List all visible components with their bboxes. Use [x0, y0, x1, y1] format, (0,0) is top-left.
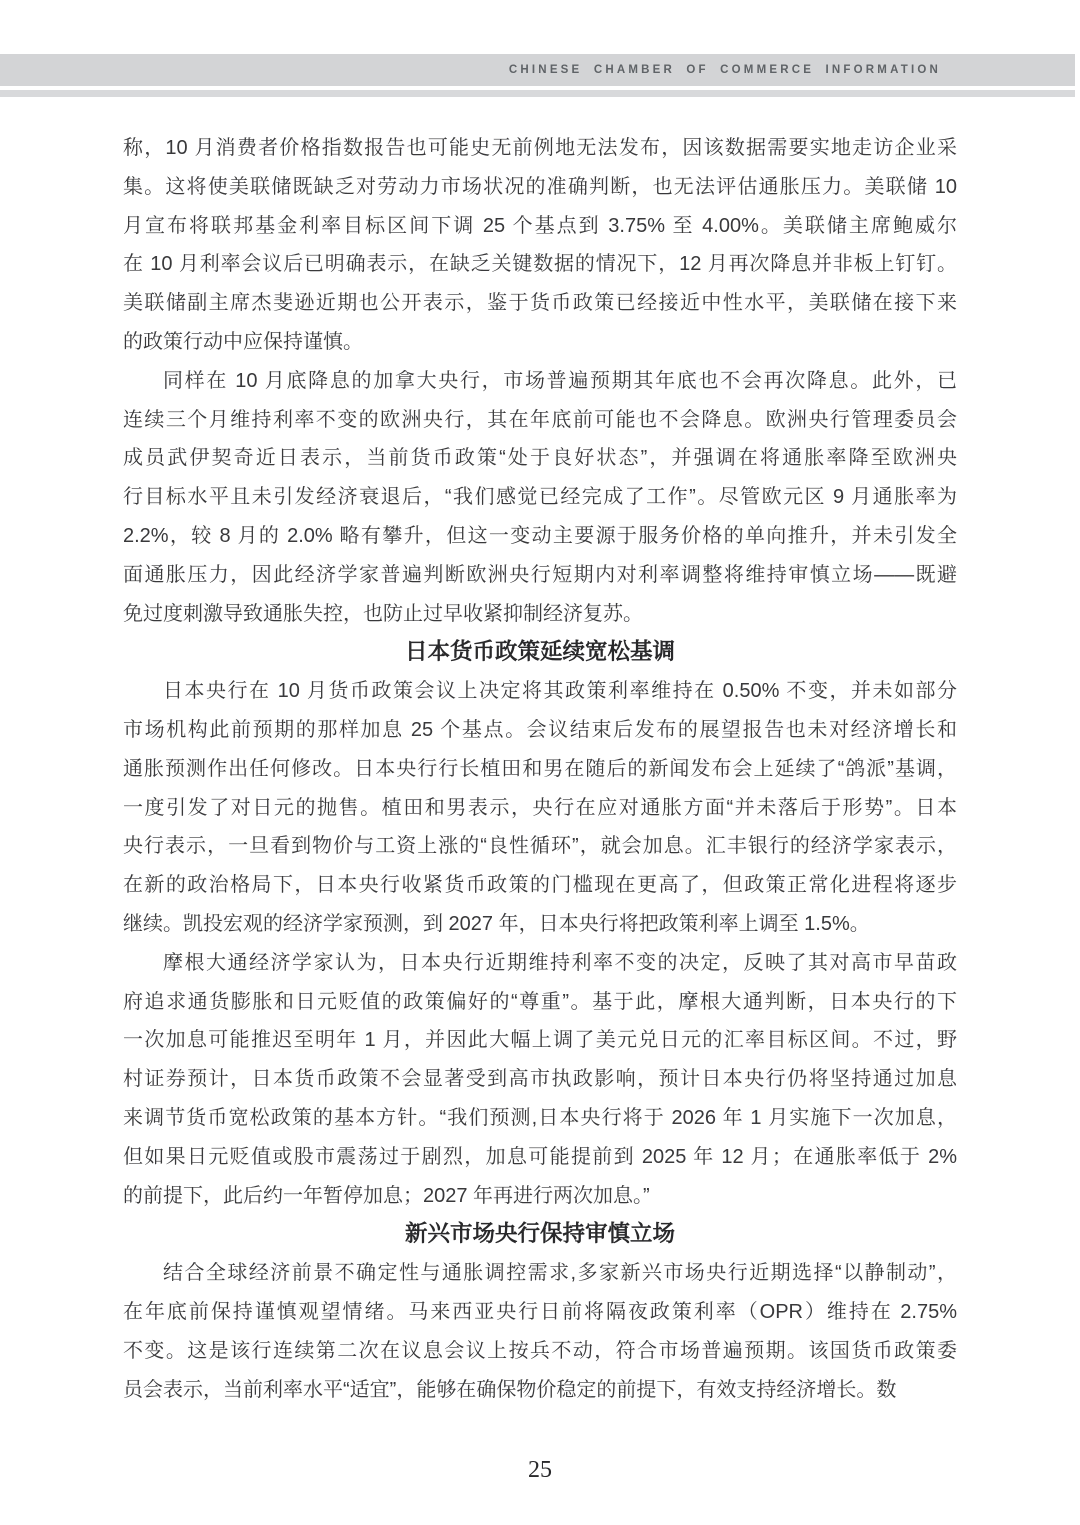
text-line: 摩根大通经济学家认为，日本央行近期维持利率不变的决定，反映了其对高市早苗政: [163, 951, 957, 974]
document-body: [123, 129, 957, 1409]
text-line: 连续三个月维持利率不变的欧洲央行，其在年底前可能也不会降息。欧洲央行管理委员会: [123, 408, 957, 431]
page-number: 25: [528, 1457, 552, 1483]
paragraph: [123, 1254, 957, 1409]
text-line: 员会表示，当前利率水平“适宜”，能够在确保物价稳定的前提下，有效支持经济增长。数: [123, 1378, 897, 1401]
text-line: 集。这将使美联储既缺乏对劳动力市场状况的准确判断，也无法评估通胀压力。美联储 10: [123, 175, 957, 198]
text-line: 一次加息可能推迟至明年 1 月，并因此大幅上调了美元兑日元的汇率目标区间。不过，野: [123, 1029, 957, 1052]
header-accent-bar: [0, 90, 1075, 97]
text-line: 月宣布将联邦基金利率目标区间下调 25 个基点到 3.75% 至 4.00%。美联储主席鲍威尔: [123, 214, 957, 237]
text-line: 在年底前保持谨慎观望情绪。马来西亚央行日前将隔夜政策利率（OPR）维持在 2.75%: [123, 1300, 957, 1323]
paragraph: [123, 944, 957, 1216]
text-line: 美联储副主席杰斐逊近期也公开表示，鉴于货币政策已经接近中性水平，美联储在接下来: [123, 292, 957, 315]
text-line: 央行表示，一旦看到物价与工资上涨的“良性循环”，就会加息。汇丰银行的经济学家表示，: [123, 835, 957, 858]
text-line: 免过度刺激导致通胀失控，也防止过早收紧抑制经济复苏。: [123, 602, 643, 625]
text-line: 日本央行在 10 月货币政策会议上决定将其政策利率维持在 0.50% 不变，并未如部分: [163, 680, 957, 703]
header-band: [0, 54, 1075, 86]
text-line: 2.2%，较 8 月的 2.0% 略有攀升，但这一变动主要源于服务价格的单向推升，并未引发全: [123, 524, 957, 547]
text-line: 市场机构此前预期的那样加息 25 个基点。会议结束后发布的展望报告也未对经济增长和: [123, 718, 957, 741]
text-line: 在新的政治格局下，日本央行收紧货币政策的门槛现在更高了，但政策正常化进程将逐步: [123, 874, 957, 897]
paragraph: [123, 362, 957, 634]
paragraph: [123, 672, 957, 944]
text-line: 的政策行动中应保持谨慎。: [123, 330, 363, 353]
text-line: 在 10 月利率会议后已明确表示，在缺乏关键数据的情况下，12 月再次降息并非板上钉钉。: [123, 253, 957, 276]
text-line: 通胀预测作出任何修改。日本央行行长植田和男在随后的新闻发布会上延续了“鸽派”基调，: [123, 757, 957, 780]
text-line: 同样在 10 月底降息的加拿大央行，市场普遍预期其年底也不会再次降息。此外，已: [163, 369, 957, 392]
section-heading: 日本货币政策延续宽松基调: [404, 639, 675, 665]
text-line: 行目标水平且未引发经济衰退后，“我们感觉已经完成了工作”。尽管欧元区 9 月通胀率为: [123, 486, 957, 509]
text-line: 面通胀压力，因此经济学家普遍判断欧洲央行短期内对利率调整将维持审慎立场——既避: [123, 563, 957, 586]
text-line: 一度引发了对日元的抛售。植田和男表示，央行在应对通胀方面“并未落后于形势”。日本: [123, 796, 957, 819]
text-line: 的前提下，此后约一年暂停加息；2027 年再进行两次加息。”: [123, 1184, 650, 1207]
paragraph: [123, 129, 957, 362]
text-line: 村证券预计，日本货币政策不会显著受到高市执政影响，预计日本央行仍将坚持通过加息: [123, 1068, 957, 1091]
text-line: 但如果日元贬值或股市震荡过于剧烈，加息可能提前到 2025 年 12 月；在通胀率低于 2%: [123, 1145, 957, 1168]
text-line: 结合全球经济前景不确定性与通胀调控需求,多家新兴市场央行近期选择“以静制动”，: [163, 1262, 957, 1285]
text-line: 府追求通货膨胀和日元贬值的政策偏好的“尊重”。基于此，摩根大通判断，日本央行的下: [123, 990, 957, 1013]
header-banner-text: CHINESE CHAMBER OF COMMERCE INFORMATION: [508, 64, 941, 76]
text-line: 来调节货币宽松政策的基本方针。“我们预测,日本央行将于 2026 年 1 月实施下一次加息，: [123, 1106, 957, 1129]
text-line: 成员武伊契奇近日表示，当前货币政策“处于良好状态”，并强调在将通胀率降至欧洲央: [123, 447, 957, 470]
text-line: 继续。凯投宏观的经济学家预测，到 2027 年，日本央行将把政策利率上调至 1.5%。: [123, 912, 870, 935]
section-heading: 新兴市场央行保持审慎立场: [404, 1221, 675, 1247]
text-line: 称，10 月消费者价格指数报告也可能史无前例地无法发布，因该数据需要实地走访企业采: [123, 137, 957, 159]
text-line: 不变。这是该行连续第二次在议息会议上按兵不动，符合市场普遍预期。该国货币政策委: [123, 1339, 957, 1362]
